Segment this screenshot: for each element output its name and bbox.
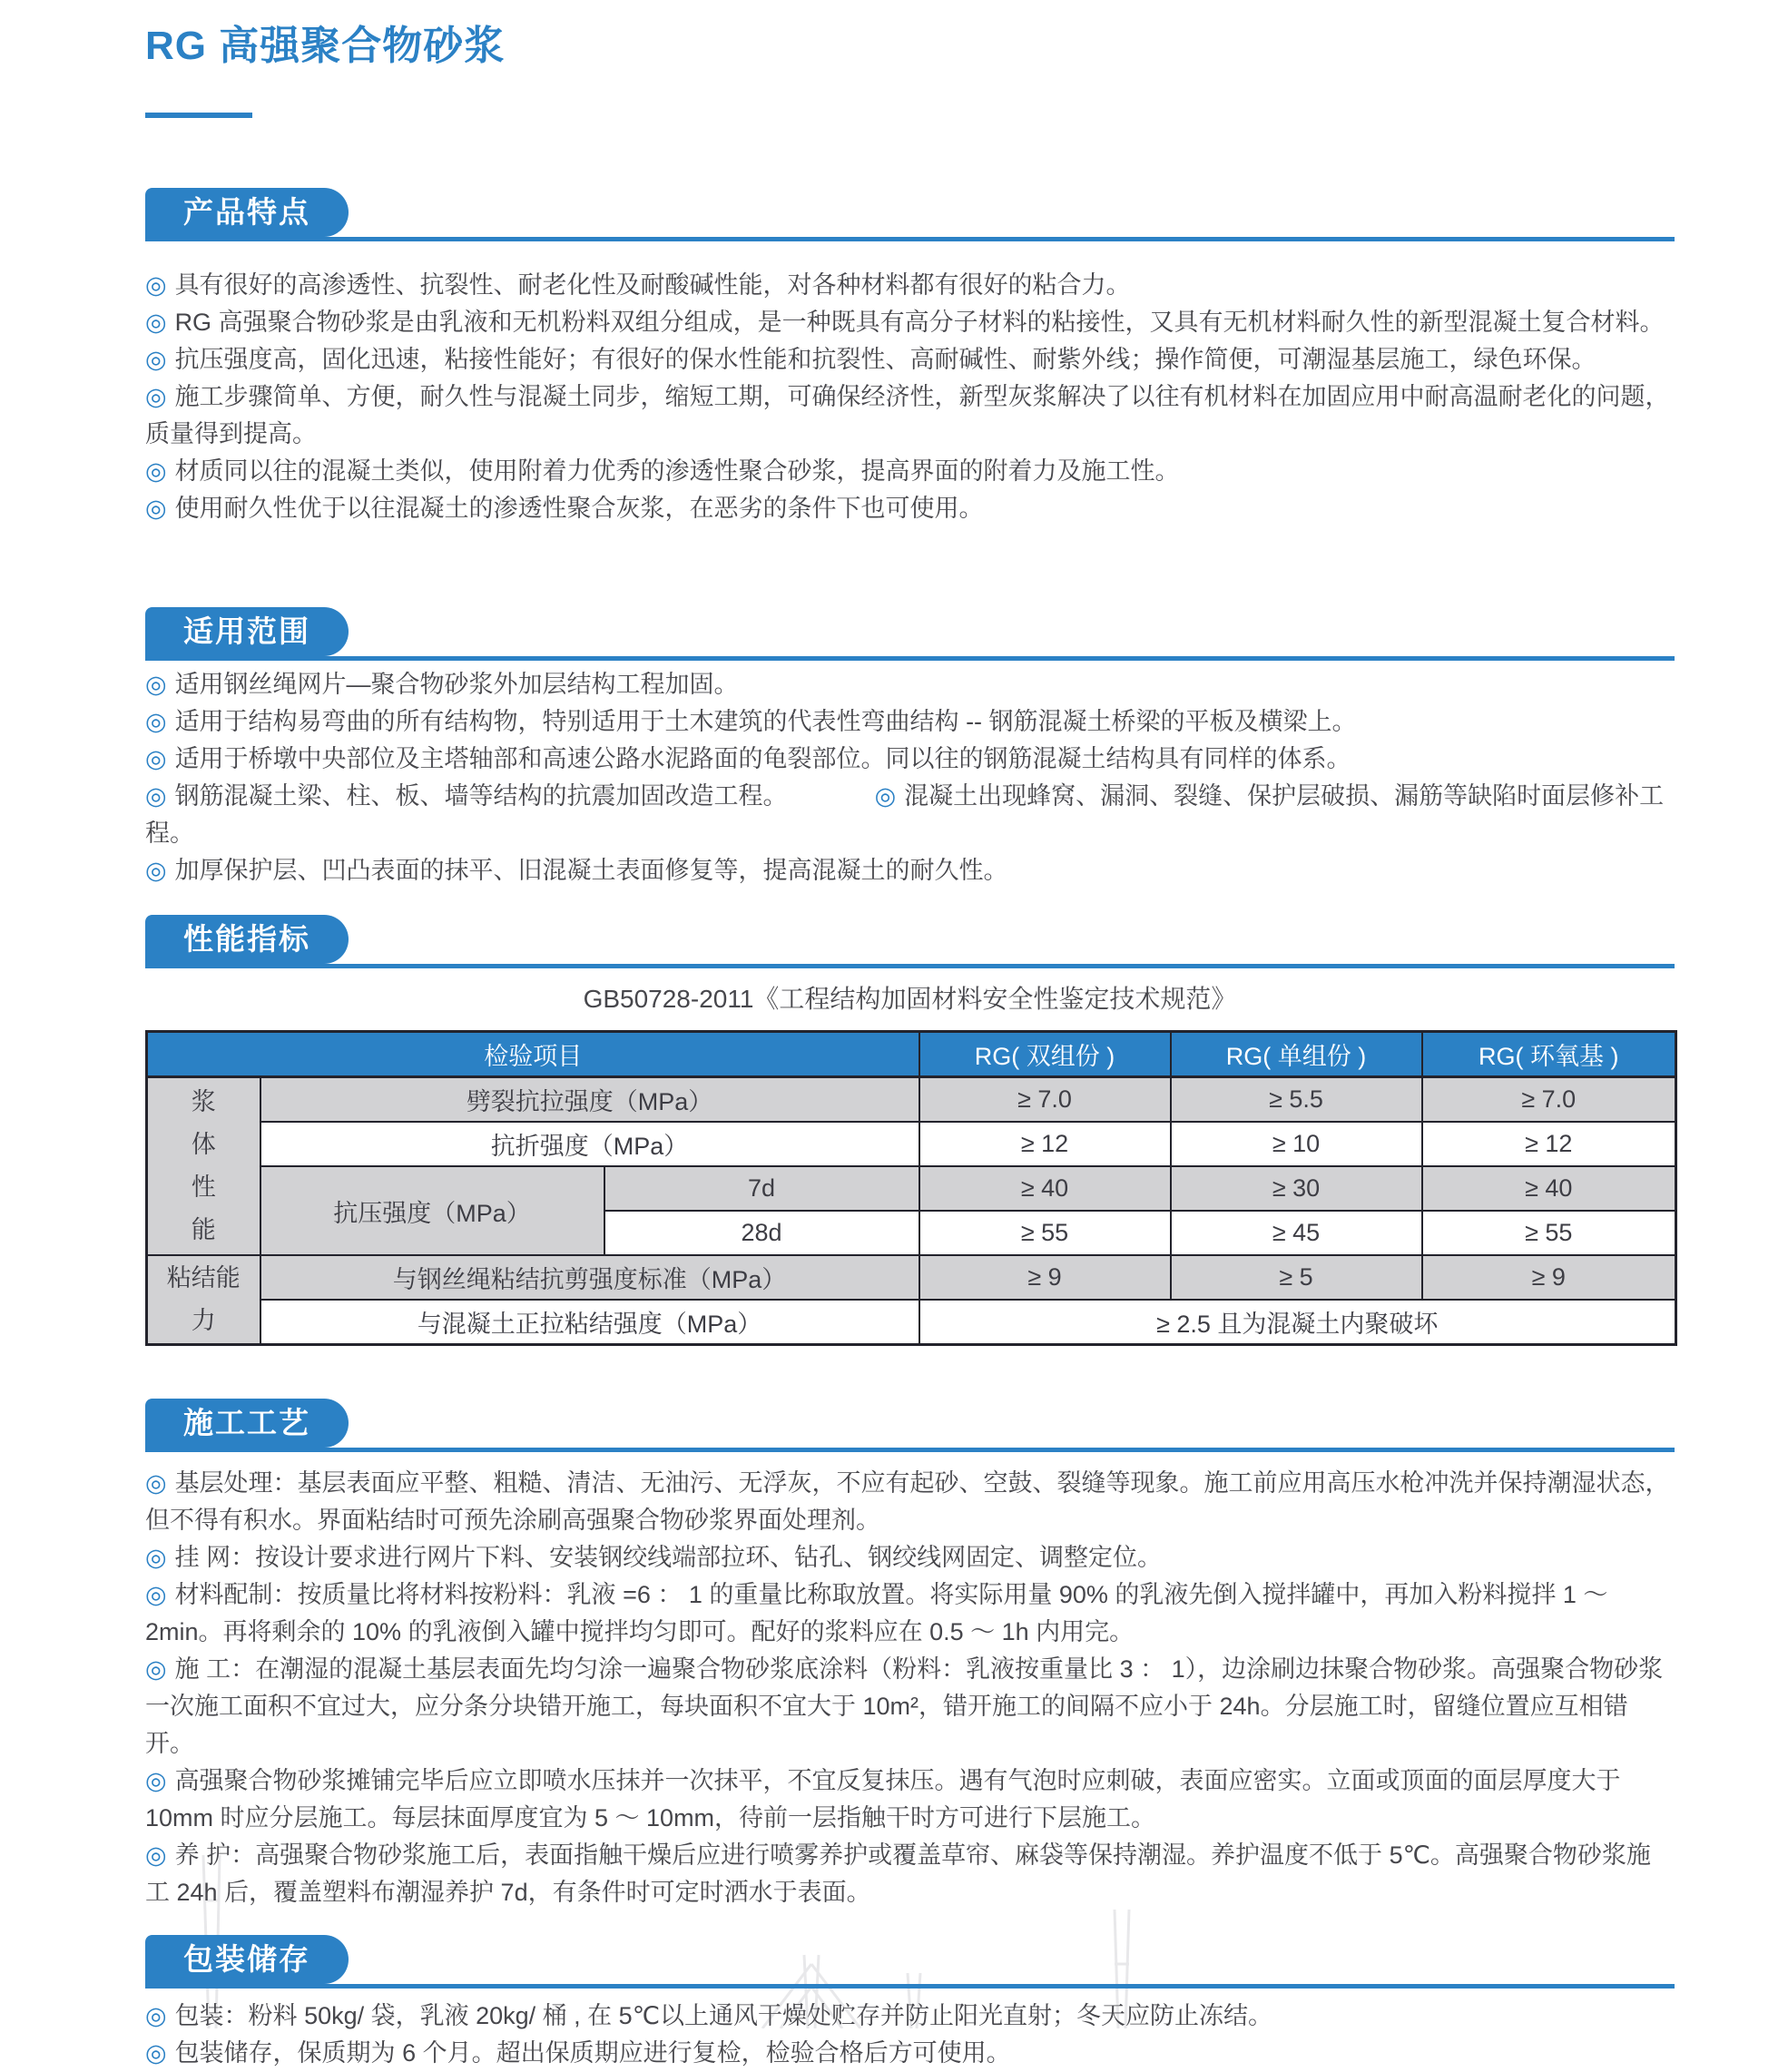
cell-tensile-bond-value: ≥ 2.5 且为混凝土内聚破坏 <box>919 1300 1676 1345</box>
list-item: ◎ 材料配制：按质量比将材料按粉料：乳液 =6 ： 1 的重量比称取放置。将实际用量 90% 的乳液先倒入搅拌罐中，再加入粉料搅拌 1 ～ 2min。再将剩余的 10% 的乳液倒入罐中搅拌均匀即可。配好的浆料应在 0.5 ～ 1h 内用完。 <box>145 1581 1608 1645</box>
list-item: ◎ 包装：粉料 50kg/ 袋，乳液 20kg/ 桶 , 在 5℃以上通风干燥处贮存并防止阳光直射；冬天应防止冻结。 <box>145 2002 1273 2029</box>
performance-badge: 性能指标 <box>145 915 349 964</box>
list-item: ◎ 适用于桥墩中央部位及主塔轴部和高速公路水泥路面的龟裂部位。同以往的钢筋混凝土结构具有同样的体系。 <box>145 745 1351 772</box>
table-caption: GB50728-2011《工程结构加固材料安全性鉴定技术规范》 <box>583 985 1237 1013</box>
cell-value: ≥ 40 <box>1422 1166 1676 1211</box>
packaging-badge: 包装储存 <box>145 1935 349 1984</box>
group-bond-capacity: 粘结能力 <box>147 1255 260 1345</box>
cell-value: ≥ 55 <box>919 1211 1171 1255</box>
th-rg-epoxy: RG( 环氧基 ) <box>1422 1032 1676 1077</box>
bullet-icon: ◎ <box>145 1655 167 1683</box>
bullet-icon: ◎ <box>145 1469 167 1497</box>
performance-table <box>145 1030 1677 1346</box>
process-badge: 施工工艺 <box>145 1399 349 1448</box>
bullet-icon: ◎ <box>145 1767 167 1794</box>
bullet-icon: ◎ <box>145 271 167 299</box>
scope-badge: 适用范围 <box>145 607 349 656</box>
list-item: ◎ 具有很好的高渗透性、抗裂性、耐老化性及耐酸碱性能，对各种材料都有很好的粘合力。 <box>145 271 1131 299</box>
title-underline <box>145 113 252 118</box>
cell-shear-bond-label: 与钢丝绳粘结抗剪强度标准（MPa） <box>260 1255 919 1300</box>
table-row <box>147 1255 1676 1300</box>
cell-tensile-bond-label: 与混凝土正拉粘结强度（MPa） <box>260 1300 919 1345</box>
bullet-icon: ◎ <box>145 2002 167 2029</box>
bullet-icon: ◎ <box>145 671 167 698</box>
list-item: ◎ RG 高强聚合物砂浆是由乳液和无机粉料双组分组成，是一种既具有高分子材料的粘接性，又具有无机材料耐久性的新型混凝土复合材料。 <box>145 309 1665 336</box>
bullet-icon: ◎ <box>145 1544 167 1571</box>
page-title: RG 高强聚合物砂浆 <box>145 24 506 68</box>
list-item: ◎ 高强聚合物砂浆摊铺完毕后应立即喷水压抹并一次抹平，不宜反复抹压。遇有气泡时应刺破，表面应密实。立面或顶面的面层厚度大于 10mm 时应分层施工。每层抹面厚度宜为 5 ～ 10mm，待前一层指触干时方可进行下层施工。 <box>145 1767 1621 1831</box>
list-item: ◎ 施 工：在潮湿的混凝土基层表面先均匀涂一遍聚合物砂浆底涂料（粉料：乳液按重量比 3 ： 1），边涂刷边抹聚合物砂浆。高强聚合物砂浆一次施工面积不宜过大，应分条分块错开施工，每块面积不宜大于 10m²，错开施工的间隔不应小于 24h。分层施工时，留缝位置应互相错开。 <box>145 1655 1664 1757</box>
bullet-icon: ◎ <box>145 495 167 522</box>
list-item: ◎ 挂 网：按设计要求进行网片下料、安装钢绞线端部拉环、钻孔、钢绞线网固定、调整定位。 <box>145 1544 1163 1571</box>
section-header-scope <box>145 607 1675 661</box>
bullet-icon: ◎ <box>145 745 167 772</box>
table-row <box>147 1166 1676 1211</box>
page <box>0 13 1788 2072</box>
cell-value: ≥ 45 <box>1171 1211 1422 1255</box>
bullet-icon: ◎ <box>145 309 167 336</box>
section-header-features <box>145 188 1675 241</box>
th-rg-two-part: RG( 双组份 ) <box>919 1032 1171 1077</box>
list-item: ◎ 适用钢丝绳网片—聚合物砂浆外加层结构工程加固。 <box>145 671 739 698</box>
cell-age-28d: 28d <box>604 1211 919 1255</box>
list-item: ◎ 养 护：高强聚合物砂浆施工后，表面指触干燥后应进行喷雾养护或覆盖草帘、麻袋等保持潮湿。养护温度不低于 5℃。高强聚合物砂浆施工 24h 后，覆盖塑料布潮湿养护 7d，有条件时可定时洒水于表面。 <box>145 1841 1651 1906</box>
list-item: ◎ 包装储存，保质期为 6 个月。超出保质期应进行复检，检验合格后方可使用。 <box>145 2039 1011 2067</box>
cell-value: ≥ 9 <box>919 1255 1171 1300</box>
cell-value: ≥ 40 <box>919 1166 1171 1211</box>
section-header-packaging <box>145 1935 1675 1989</box>
cell-compressive-label: 抗压强度（MPa） <box>260 1166 604 1255</box>
cell-age-7d: 7d <box>604 1166 919 1211</box>
table-row <box>147 1300 1676 1345</box>
cell-value: ≥ 55 <box>1422 1211 1676 1255</box>
cell-value: ≥ 12 <box>1422 1122 1676 1166</box>
table-header-row <box>147 1032 1676 1077</box>
list-item: ◎ 施工步骤简单、方便，耐久性与混凝土同步，缩短工期，可确保经济性，新型灰浆解决了以往有机材料在加固应用中耐高温耐老化的问题，质量得到提高。 <box>145 383 1670 447</box>
list-item: ◎ 适用于结构易弯曲的所有结构物，特别适用于土木建筑的代表性弯曲结构 -- 钢筋混凝土桥梁的平板及横梁上。 <box>145 708 1357 735</box>
section-header-performance <box>145 915 1675 968</box>
th-rg-one-part: RG( 单组份 ) <box>1171 1032 1422 1077</box>
list-item: ◎ 材质同以往的混凝土类似，使用附着力优秀的渗透性聚合砂浆，提高界面的附着力及施工性。 <box>145 457 1180 485</box>
cell-value: ≥ 7.0 <box>1422 1077 1676 1123</box>
list-item: ◎ 基层处理：基层表面应平整、粗糙、清洁、无油污、无浮灰，不应有起砂、空鼓、裂缝等现象。施工前应用高压水枪冲洗并保持潮湿状态，但不得有积水。界面粘结时可预先涂刷高强聚合物砂浆界面处理剂。 <box>145 1469 1670 1534</box>
bullet-icon: ◎ <box>145 383 167 410</box>
bullet-icon: ◎ <box>145 1841 167 1869</box>
list-item: ◎ 抗压强度高，固化迅速，粘接性能好；有很好的保水性能和抗裂性、高耐碱性、耐紫外线；操作简便，可潮湿基层施工，绿色环保。 <box>145 346 1596 373</box>
cell-splitting-tensile-label: 劈裂抗拉强度（MPa） <box>260 1077 919 1123</box>
bullet-icon: ◎ <box>145 457 167 485</box>
cell-value: ≥ 12 <box>919 1122 1171 1166</box>
table-row <box>147 1122 1676 1166</box>
cell-value: ≥ 5.5 <box>1171 1077 1422 1123</box>
packaging-list <box>145 1998 1675 2072</box>
cell-value: ≥ 5 <box>1171 1255 1422 1300</box>
bullet-icon: ◎ <box>145 708 167 735</box>
bullet-icon: ◎ <box>145 1581 167 1608</box>
list-item: ◎ 使用耐久性优于以往混凝土的渗透性聚合灰浆，在恶劣的条件下也可使用。 <box>145 495 984 522</box>
section-header-process <box>145 1399 1675 1452</box>
features-badge: 产品特点 <box>145 188 349 237</box>
th-test-item: 检验项目 <box>147 1032 919 1077</box>
bullet-icon: ◎ <box>874 782 897 810</box>
cell-value: ≥ 30 <box>1171 1166 1422 1211</box>
scope-list <box>145 666 1675 889</box>
bullet-icon: ◎ <box>145 857 167 884</box>
group-slurry-performance: 浆体性能 <box>147 1077 260 1256</box>
list-item-dual: ◎ 钢筋混凝土梁、柱、板、墙等结构的抗震加固改造工程。 ◎ 混凝土出现蜂窝、漏洞、裂缝、保护层破损、漏筋等缺陷时面层修补工程。 <box>145 782 1665 847</box>
cell-value: ≥ 7.0 <box>919 1077 1171 1123</box>
features-list <box>145 267 1675 527</box>
cell-flexural-label: 抗折强度（MPa） <box>260 1122 919 1166</box>
list-item: ◎ 加厚保护层、凹凸表面的抹平、旧混凝土表面修复等，提高混凝土的耐久性。 <box>145 857 1008 884</box>
bullet-icon: ◎ <box>145 346 167 373</box>
cell-value: ≥ 9 <box>1422 1255 1676 1300</box>
cell-value: ≥ 10 <box>1171 1122 1422 1166</box>
process-list <box>145 1465 1675 1911</box>
bullet-icon: ◎ <box>145 2039 167 2067</box>
bullet-icon: ◎ <box>145 782 167 810</box>
table-row <box>147 1077 1676 1123</box>
